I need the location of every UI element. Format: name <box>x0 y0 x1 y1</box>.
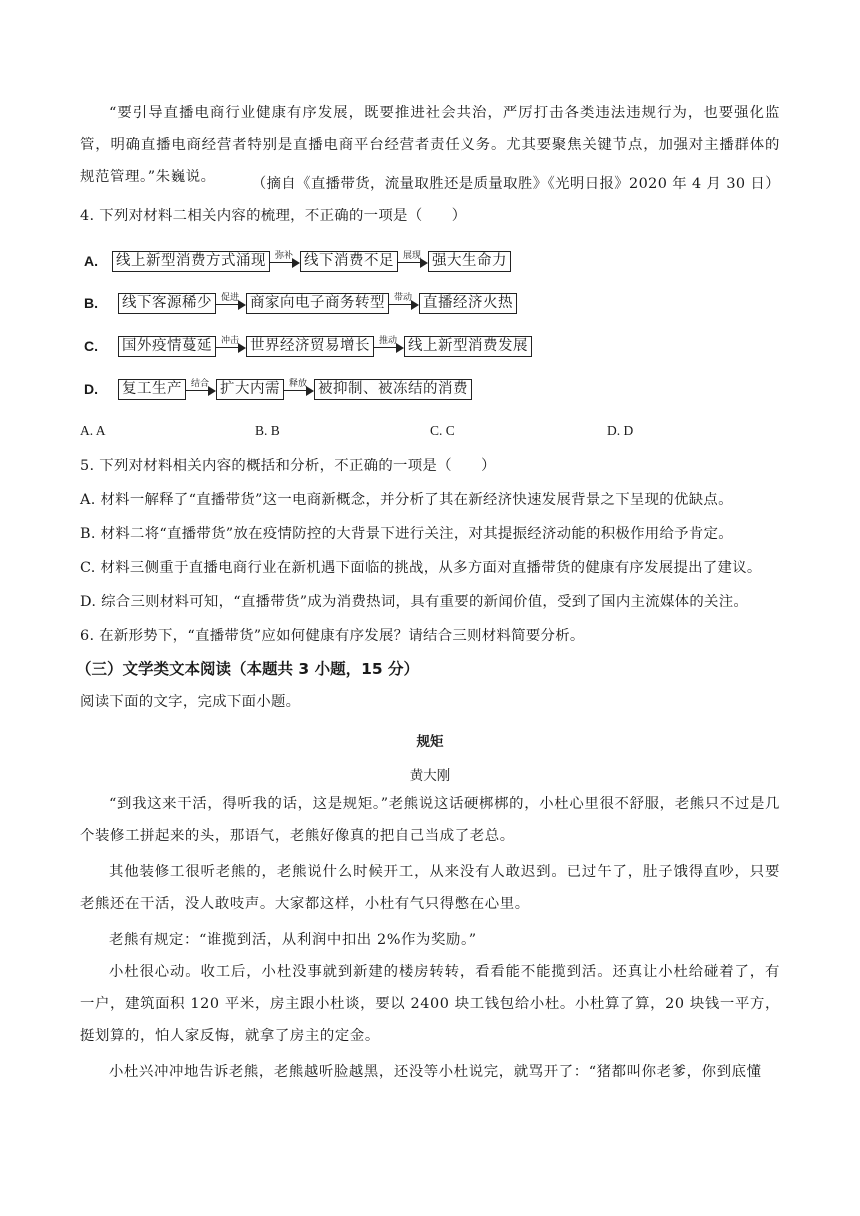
flow-box: 线下客源稀少 <box>118 293 216 314</box>
flow-option-a <box>84 250 511 272</box>
arrow-label: 促进 <box>220 293 239 303</box>
option-d[interactable]: D. D <box>607 423 634 438</box>
story-paragraph: 小杜兴冲冲地告诉老熊，老熊越听脸越黑，还没等小杜说完，就骂开了：“猪都叫你老爹，你到底懂 <box>109 1064 762 1080</box>
question-5-option-a[interactable]: A. 材料一解释了“直播带货”这一电商新概念，并分析了其在新经济快速发展背景之下呈现的优缺点。 <box>80 492 733 508</box>
flow-label: D. <box>84 381 98 397</box>
flow-option-d <box>84 378 472 400</box>
arrow-label: 弥补 <box>274 251 293 261</box>
flow-label: A. <box>84 253 98 269</box>
story-paragraph: 小杜很心动。收工后，小杜没事就到新建的楼房转转，看看能不能揽到活。还真让小杜给碰着了，有一户，建筑面积 120 平米，房主跟小杜谈，要以 2400 块工钱包给小杜。小杜算了算，20 块钱一平方，挺划算的，怕人家反悔，就拿了房主的定金。 <box>80 964 780 1044</box>
flow-box: 商家向电子商务转型 <box>246 293 389 314</box>
option-b[interactable]: B. B <box>255 423 280 438</box>
question-5-option-c[interactable]: C. 材料三侧重于直播电商行业在新机遇下面临的挑战，从多方面对直播带货的健康有序发展提出了建议。 <box>80 560 762 576</box>
flow-label: C. <box>84 338 98 354</box>
source-citation: （摘自《直播带货，流量取胜还是质量取胜》《光明日报》2020 年 4 月 30 日） <box>251 176 780 192</box>
arrow-label: 冲击 <box>220 336 239 346</box>
flow-option-c <box>84 335 532 357</box>
arrow-label: 释放 <box>288 379 307 389</box>
option-a[interactable]: A. A <box>80 423 106 438</box>
arrow-icon <box>216 292 246 314</box>
question-4-options <box>80 423 780 443</box>
flow-box: 线下消费不足 <box>300 251 398 272</box>
question-4-stem: 4. 下列对材料二相关内容的梳理，不正确的一项是（ ） <box>80 208 467 224</box>
option-c[interactable]: C. C <box>430 423 455 438</box>
arrow-icon <box>374 335 404 357</box>
story-paragraph: 老熊有规定：“谁揽到活，从利润中扣出 2%作为奖励。” <box>109 932 477 948</box>
story-paragraph: 其他装修工很听老熊的，老熊说什么时候开工，从来没有人敢迟到。已过午了，肚子饿得直吵，只要老熊还在干活，没人敢吱声。大家都这样，小杜有气只得憋在心里。 <box>80 864 780 912</box>
arrow-icon <box>389 292 419 314</box>
flow-box: 世界经济贸易增长 <box>246 336 374 357</box>
reading-instruction: 阅读下面的文字，完成下面小题。 <box>80 694 301 710</box>
flow-box: 扩大内需 <box>216 379 284 400</box>
flow-box: 线上新型消费发展 <box>404 336 532 357</box>
story-paragraph: “到我这来干活，得听我的话，这是规矩。”老熊说这话硬梆梆的，小杜心里很不舒服，老熊只不过是几个装修工拼起来的头，那语气，老熊好像真的把自己当成了老总。 <box>80 796 780 844</box>
question-5-stem: 5. 下列对材料相关内容的概括和分析，不正确的一项是（ ） <box>80 458 496 474</box>
section-heading: （三）文学类文本阅读（本题共 3 小题，15 分） <box>76 660 420 678</box>
flow-box: 国外疫情蔓延 <box>118 336 216 357</box>
flow-box: 被抑制、被冻结的消费 <box>314 379 472 400</box>
arrow-icon <box>216 335 246 357</box>
flow-box: 复工生产 <box>118 379 186 400</box>
arrow-icon <box>270 250 300 272</box>
arrow-icon <box>284 378 314 400</box>
arrow-icon <box>186 378 216 400</box>
arrow-label: 结合 <box>190 379 209 389</box>
flow-box: 强大生命力 <box>428 251 511 272</box>
question-5-option-d[interactable]: D. 综合三则材料可知，“直播带货”成为消费热词，具有重要的新闻价值，受到了国内主流媒体的关注。 <box>80 594 749 610</box>
question-6-stem: 6. 在新形势下，“直播带货”应如何健康有序发展？请结合三则材料简要分析。 <box>80 628 585 644</box>
arrow-icon <box>398 250 428 272</box>
question-5-option-b[interactable]: B. 材料二将“直播带货”放在疫情防控的大背景下进行关注，对其提振经济动能的积极作用给予肯定。 <box>80 526 733 542</box>
story-author: 黄大刚 <box>409 768 451 784</box>
story-title: 规矩 <box>416 734 444 750</box>
flow-box: 线上新型消费方式涌现 <box>112 251 270 272</box>
arrow-label: 带动 <box>393 293 412 303</box>
arrow-label: 展现 <box>402 251 421 261</box>
flow-option-b <box>84 292 517 314</box>
material-three-paragraph: “要引导直播电商行业健康有序发展，既要推进社会共治，严厉打击各类违法违规行为，也要强化监管，明确直播电商经营者特别是直播电商平台经营者责任义务。尤其要聚焦关键节点，加强对主播群体的规范管理。”朱巍说。 <box>80 105 780 185</box>
flow-box: 直播经济火热 <box>419 293 517 314</box>
flow-label: B. <box>84 295 98 311</box>
arrow-label: 推动 <box>378 336 397 346</box>
